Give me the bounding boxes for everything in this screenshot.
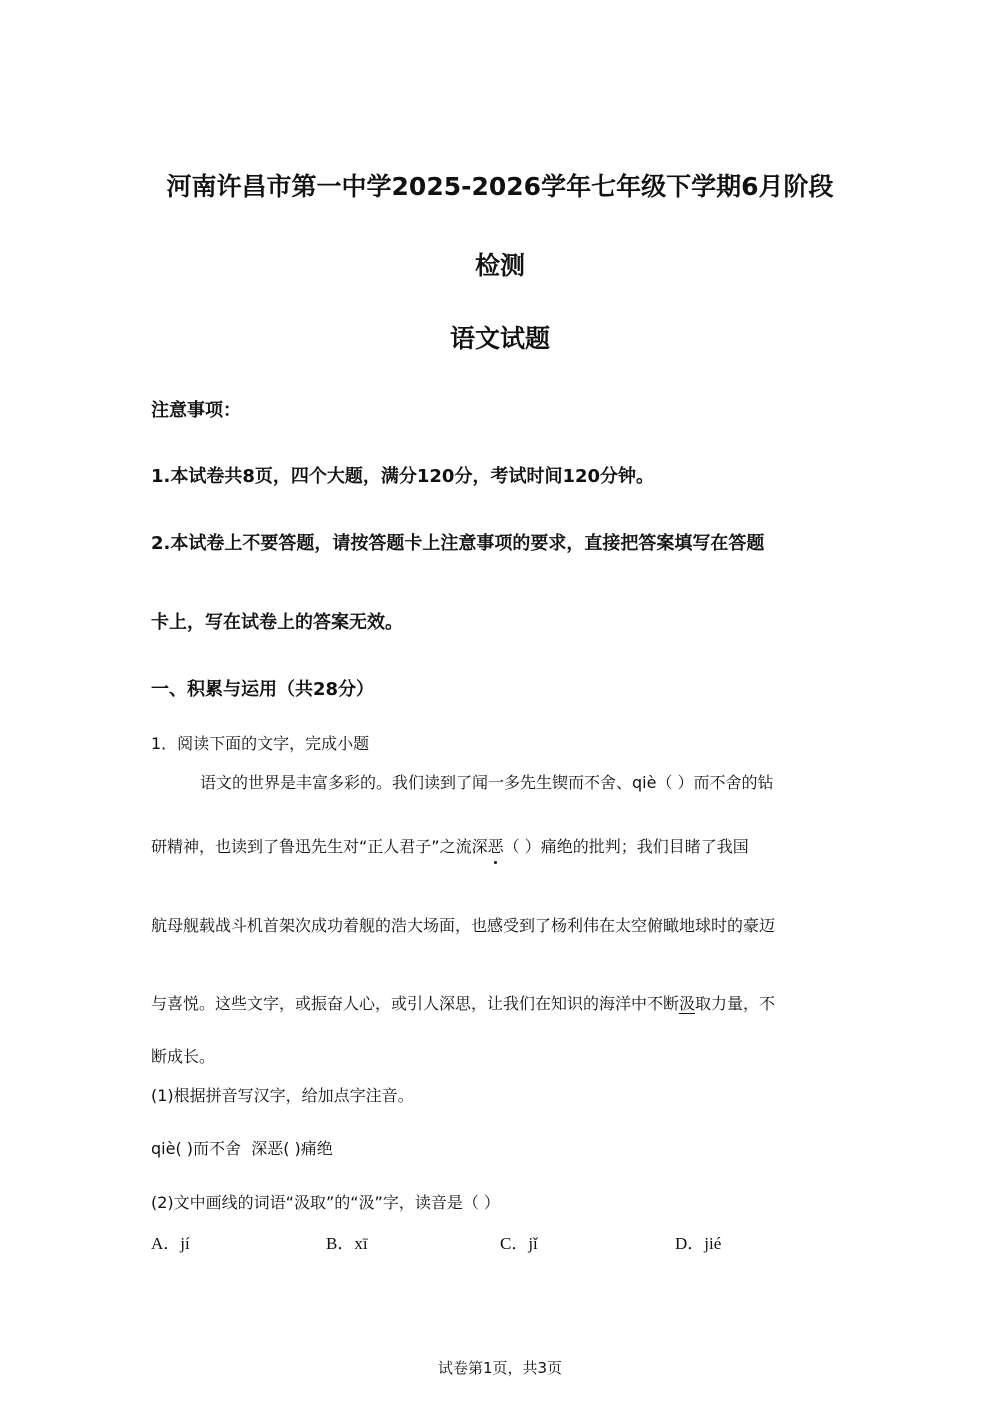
option-b: B．xī [326, 1234, 368, 1253]
passage-line-5: 断成长。 [151, 1047, 216, 1066]
notes-heading: 注意事项： [151, 400, 241, 421]
underlined-char: 汲 [679, 994, 696, 1013]
dotted-char: 恶 [488, 834, 504, 857]
option-a: A．jí [151, 1234, 190, 1253]
question-1-stem: 1．阅读下面的文字，完成小题 [151, 734, 370, 753]
exam-title-line1: 河南许昌市第一中学2025-2026学年七年级下学期6月阶段 [166, 172, 834, 201]
page-footer: 试卷第1页，共3页 [437, 1359, 563, 1377]
notes-item-2-line2: 卡上，写在试卷上的答案无效。 [151, 612, 403, 633]
section-1-heading: 一、积累与运用（共28分） [151, 679, 375, 700]
subquestion-1: (1)根据拼音写汉字，给加点字注音。 [151, 1086, 414, 1105]
passage-line-4: 与喜悦。这些文字，或振奋人心，或引人深思，让我们在知识的海洋中不断汲取力量，不 [151, 994, 776, 1013]
passage-line-1: 语文的世界是丰富多彩的。我们读到了闻一多先生锲而不舍、qiè（ ）而不舍的钻 [200, 773, 774, 792]
passage-line-3: 航母舰载战斗机首架次成功着舰的浩大场面，也感受到了杨利伟在太空俯瞰地球时的豪迈 [151, 916, 776, 935]
subquestion-2: (2)文中画线的词语“汲取”的“汲”字，读音是（ ） [151, 1193, 500, 1212]
option-c: C．jǐ [500, 1234, 538, 1253]
notes-item-1: 1.本试卷共8页，四个大题，满分120分，考试时间120分钟。 [151, 466, 655, 487]
notes-item-2-line1: 2.本试卷上不要答题，请按答题卡上注意事项的要求，直接把答案填写在答题 [151, 533, 765, 554]
exam-subtitle: 语文试题 [449, 324, 550, 353]
option-d: D．jié [675, 1234, 722, 1253]
subquestion-1-answer-line: qiè( )而不舍 深恶( )痛绝 [151, 1139, 333, 1158]
exam-title-line2: 检测 [474, 251, 525, 280]
passage-line-2: 研精神，也读到了鲁迅先生对“正人君子”之流深恶（ ）痛绝的批判；我们目睹了我国 [151, 834, 749, 857]
